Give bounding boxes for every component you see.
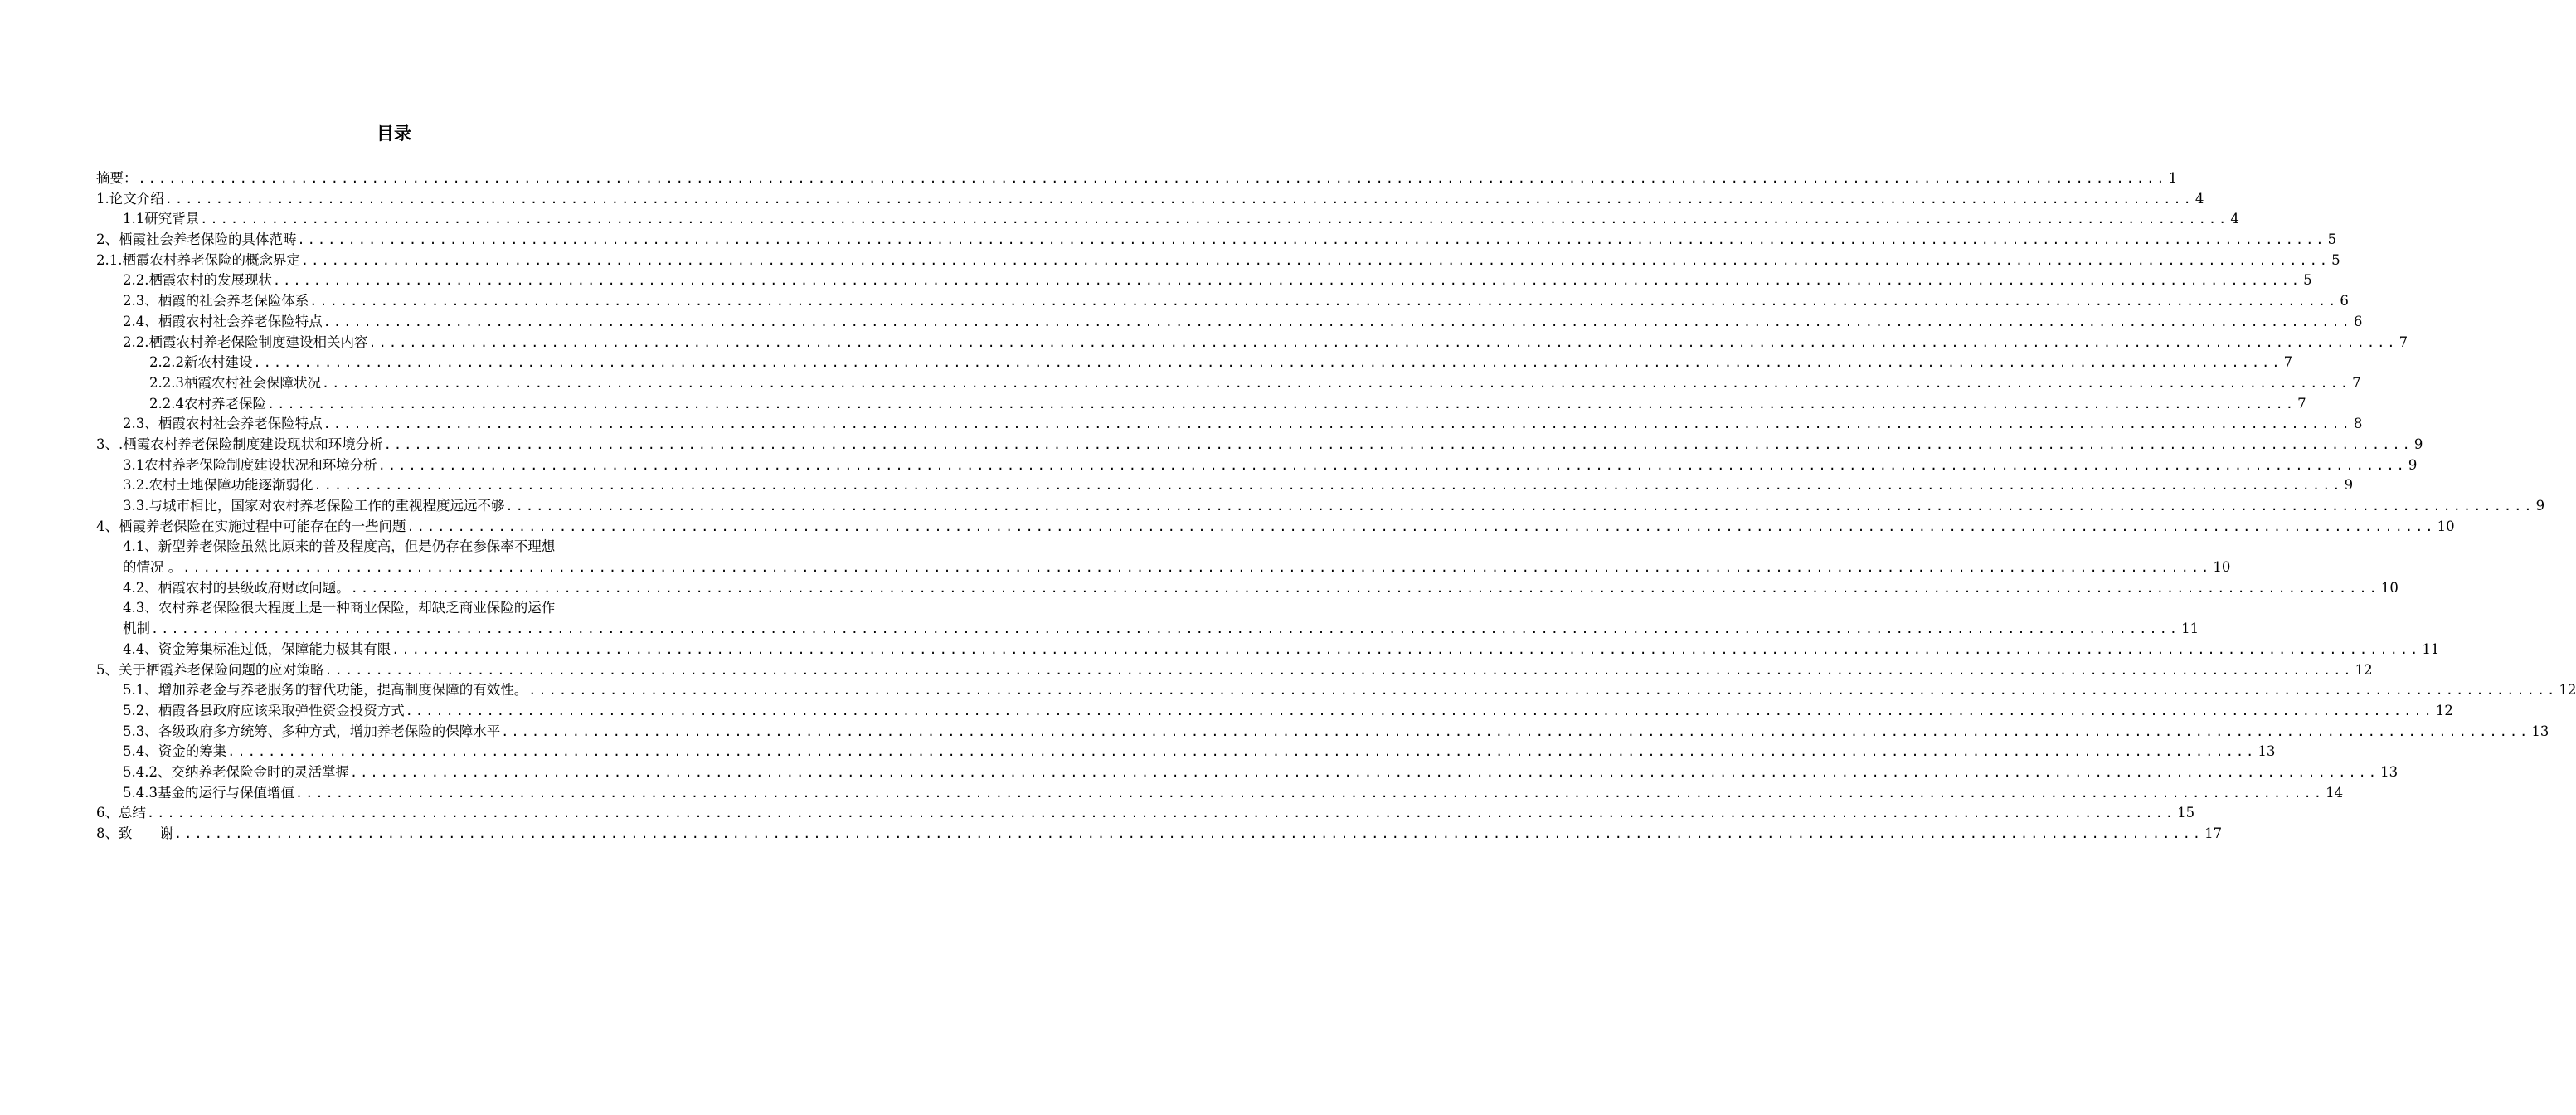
toc-leader-dots: ........................................................................................................................................................................................................ xyxy=(324,662,2354,678)
toc-page-number: 9 xyxy=(2413,436,2423,452)
toc-entry[interactable] xyxy=(96,209,2239,230)
toc-page-number: 10 xyxy=(2437,518,2455,534)
toc-page-number: 9 xyxy=(2344,477,2354,494)
toc-page-number: 5 xyxy=(2331,251,2340,268)
toc-entry-label: 3.2.农村土地保障功能逐渐弱化 xyxy=(123,475,314,496)
toc-leader-dots: ........................................................................................................................................................................................................ xyxy=(182,560,2212,576)
toc-entry-label: 2、栖霞社会养老保险的具体范畴 xyxy=(96,230,298,251)
toc-entry[interactable] xyxy=(96,168,2178,189)
toc-entry[interactable] xyxy=(96,803,2195,824)
toc-page-number: 12 xyxy=(2559,682,2576,699)
toc-page-number: 7 xyxy=(2297,395,2306,411)
toc-page-number: 13 xyxy=(2531,723,2549,739)
toc-entry-label: 5.3、各级政府多方统筹、多种方式，增加养老保险的保障水平 xyxy=(123,722,501,743)
toc-entry[interactable] xyxy=(96,251,2340,271)
toc-page-number: 12 xyxy=(2435,702,2453,718)
toc-entry[interactable] xyxy=(96,455,2418,476)
toc-entry[interactable] xyxy=(96,333,2408,353)
table-of-contents xyxy=(96,168,2576,845)
toc-leader-dots: ........................................................................................................................................................................................................ xyxy=(309,294,2339,309)
toc-leader-dots: ........................................................................................................................................................................................................ xyxy=(164,191,2194,207)
toc-leader-dots: ........................................................................................................................................................................................................ xyxy=(406,519,2436,534)
toc-leader-dots: ........................................................................................................................................................................................................ xyxy=(383,436,2413,452)
toc-entry-label: 3.1农村养老保险制度建设状况和环境分析 xyxy=(123,455,378,476)
toc-page-number: 5 xyxy=(2327,231,2337,248)
toc-entry[interactable] xyxy=(96,578,2399,599)
toc-leader-dots: ........................................................................................................................................................................................................ xyxy=(266,396,2297,411)
toc-entry-label: 8、致 谢 xyxy=(96,824,174,845)
toc-page-number: 10 xyxy=(2213,559,2231,576)
toc-entry-label: 2.1.栖霞农村养老保险的概念界定 xyxy=(96,251,301,271)
toc-entry-wrapped-line[interactable]: 4.1、新型养老保险虽然比原来的普及程度高，但是仍存在参保率不理想 xyxy=(123,538,556,555)
toc-entry[interactable] xyxy=(96,517,2455,538)
toc-entry[interactable] xyxy=(96,783,2344,804)
toc-entry[interactable] xyxy=(96,496,2545,517)
toc-page-number: 15 xyxy=(2177,805,2195,821)
toc-leader-dots: ........................................................................................................................................................................................................ xyxy=(349,764,2379,780)
toc-leader-dots: ........................................................................................................................................................................................................ xyxy=(294,785,2325,801)
toc-entry-label: 5.2、栖霞各县政府应该采取弹性资金投资方式 xyxy=(123,701,406,722)
toc-entry[interactable] xyxy=(96,373,2361,394)
toc-leader-dots: ........................................................................................................................................................................................................ xyxy=(323,314,2352,329)
toc-entry[interactable] xyxy=(96,824,2223,845)
toc-entry[interactable] xyxy=(96,558,2231,578)
toc-page-number: 5 xyxy=(2303,272,2312,289)
toc-page-number: 12 xyxy=(2355,661,2373,678)
toc-entry-label: 机制 xyxy=(123,619,151,640)
toc-entry-label: 2.4、栖霞农村社会养老保险特点 xyxy=(123,312,323,333)
toc-leader-dots: ........................................................................................................................................................................................................ xyxy=(174,826,2204,841)
toc-page-number: 14 xyxy=(2326,784,2344,801)
toc-entry-label: 的情况 。 xyxy=(123,558,182,578)
toc-page-number: 10 xyxy=(2380,579,2399,596)
toc-entry[interactable] xyxy=(96,312,2363,333)
toc-page-number: 17 xyxy=(2204,825,2223,841)
toc-entry[interactable] xyxy=(96,722,2549,743)
toc-leader-dots: ........................................................................................................................................................................................................ xyxy=(301,252,2331,268)
toc-entry-wrapped-line[interactable]: 4.3、农村养老保险很大程度上是一种商业保险，却缺乏商业保险的运作 xyxy=(123,600,556,616)
toc-entry-label: 摘要： xyxy=(96,168,139,189)
toc-page-number: 11 xyxy=(2181,621,2199,637)
toc-entry[interactable] xyxy=(96,660,2373,681)
toc-page-number: 4 xyxy=(2230,211,2239,227)
toc-leader-dots: ........................................................................................................................................................................................................ xyxy=(138,171,2167,186)
toc-page-number: 6 xyxy=(2353,313,2363,329)
toc-page-number: 4 xyxy=(2194,190,2204,207)
toc-entry-label: 2.2.栖霞农村的发展现状 xyxy=(123,270,273,291)
toc-page-number: 1 xyxy=(2168,170,2178,186)
toc-entry[interactable] xyxy=(96,762,2399,783)
toc-entry-label: 5、关于栖霞养老保险问题的应对策略 xyxy=(96,660,325,681)
toc-leader-dots: ........................................................................................................................................................................................................ xyxy=(147,806,2176,821)
toc-entry[interactable] xyxy=(96,270,2312,291)
toc-page-number: 13 xyxy=(2380,763,2399,780)
toc-entry-label: 2.2.4农村养老保险 xyxy=(149,394,267,415)
toc-entry[interactable] xyxy=(96,619,2199,640)
toc-entry-label: 4、栖霞养老保险在实施过程中可能存在的一些问题 xyxy=(96,517,407,538)
toc-entry-label: 5.1、增加养老金与养老服务的替代功能，提高制度保障的有效性。 xyxy=(123,680,528,701)
toc-entry-label: 4.4、资金筹集标准过低，保障能力极其有限 xyxy=(123,640,391,660)
toc-entry-label: 2.3、栖霞的社会养老保险体系 xyxy=(123,291,309,312)
toc-entry-label: 5.4、资金的筹集 xyxy=(123,742,227,762)
toc-entry[interactable] xyxy=(96,291,2349,312)
toc-leader-dots: ........................................................................................................................................................................................................ xyxy=(405,703,2434,718)
toc-leader-dots: ........................................................................................................................................................................................................ xyxy=(528,683,2558,699)
toc-page-number: 6 xyxy=(2340,293,2349,309)
toc-entry-label: 5.4.3基金的运行与保值增值 xyxy=(123,783,295,804)
toc-leader-dots: ........................................................................................................................................................................................................ xyxy=(313,478,2343,494)
toc-entry-label: 6、总结 xyxy=(96,803,147,824)
toc-leader-dots: ........................................................................................................................................................................................................ xyxy=(273,273,2302,289)
toc-leader-dots: ........................................................................................................................................................................................................ xyxy=(501,723,2530,739)
toc-page-number: 8 xyxy=(2353,416,2363,432)
toc-entry-label: 3、.栖霞农村养老保险制度建设现状和环境分析 xyxy=(96,435,384,455)
toc-entry[interactable] xyxy=(96,701,2453,722)
toc-entry[interactable] xyxy=(96,640,2440,660)
toc-page-number: 13 xyxy=(2258,743,2276,760)
toc-page-number: 7 xyxy=(2283,354,2293,371)
toc-entry-label: 2.2.3栖霞农村社会保障状况 xyxy=(149,373,322,394)
toc-entry[interactable] xyxy=(96,394,2306,415)
toc-page-number: 9 xyxy=(2408,456,2418,473)
toc-entry-label: 1.论文介绍 xyxy=(96,189,165,210)
toc-entry[interactable] xyxy=(96,189,2204,210)
toc-leader-dots: ........................................................................................................................................................................................................ xyxy=(253,355,2282,371)
toc-leader-dots: ........................................................................................................................................................................................................ xyxy=(297,232,2326,248)
page-title: 目录 xyxy=(377,124,411,144)
toc-entry[interactable] xyxy=(96,414,2363,435)
toc-entry[interactable] xyxy=(96,435,2423,455)
toc-entry[interactable] xyxy=(96,475,2354,496)
toc-entry[interactable] xyxy=(96,680,2576,701)
toc-entry-label: 1.1研究背景 xyxy=(123,209,200,230)
toc-entry-label: 2.2.栖霞农村养老保险制度建设相关内容 xyxy=(123,333,369,353)
toc-leader-dots: ........................................................................................................................................................................................................ xyxy=(505,499,2535,514)
toc-entry[interactable] xyxy=(96,742,2276,762)
toc-page-number: 9 xyxy=(2535,498,2545,514)
toc-leader-dots: ........................................................................................................................................................................................................ xyxy=(151,621,2180,637)
toc-page-number: 7 xyxy=(2352,374,2361,391)
toc-entry-label: 4.2、栖霞农村的县级政府财政问题。 xyxy=(123,578,351,599)
toc-leader-dots: ........................................................................................................................................................................................................ xyxy=(200,212,2229,227)
toc-entry-label: 3.3.与城市相比，国家对农村养老保险工作的重视程度远远不够 xyxy=(123,496,506,517)
toc-leader-dots: ........................................................................................................................................................................................................ xyxy=(391,641,2421,657)
toc-leader-dots: ........................................................................................................................................................................................................ xyxy=(377,457,2407,473)
toc-leader-dots: ........................................................................................................................................................................................................ xyxy=(350,580,2379,596)
toc-leader-dots: ........................................................................................................................................................................................................ xyxy=(321,375,2351,391)
toc-leader-dots: ........................................................................................................................................................................................................ xyxy=(227,744,2257,760)
toc-page-number: 11 xyxy=(2422,640,2440,657)
toc-leader-dots: ........................................................................................................................................................................................................ xyxy=(368,334,2398,350)
toc-entry[interactable] xyxy=(96,230,2337,251)
toc-leader-dots: ........................................................................................................................................................................................................ xyxy=(323,416,2352,432)
toc-entry[interactable] xyxy=(96,353,2293,373)
toc-entry-label: 2.2.2新农村建设 xyxy=(149,353,253,373)
toc-entry-label: 2.3、栖霞农村社会养老保险特点 xyxy=(123,414,323,435)
toc-entry-label: 5.4.2、交纳养老保险金时的灵活掌握 xyxy=(123,762,350,783)
toc-page-number: 7 xyxy=(2399,334,2408,350)
